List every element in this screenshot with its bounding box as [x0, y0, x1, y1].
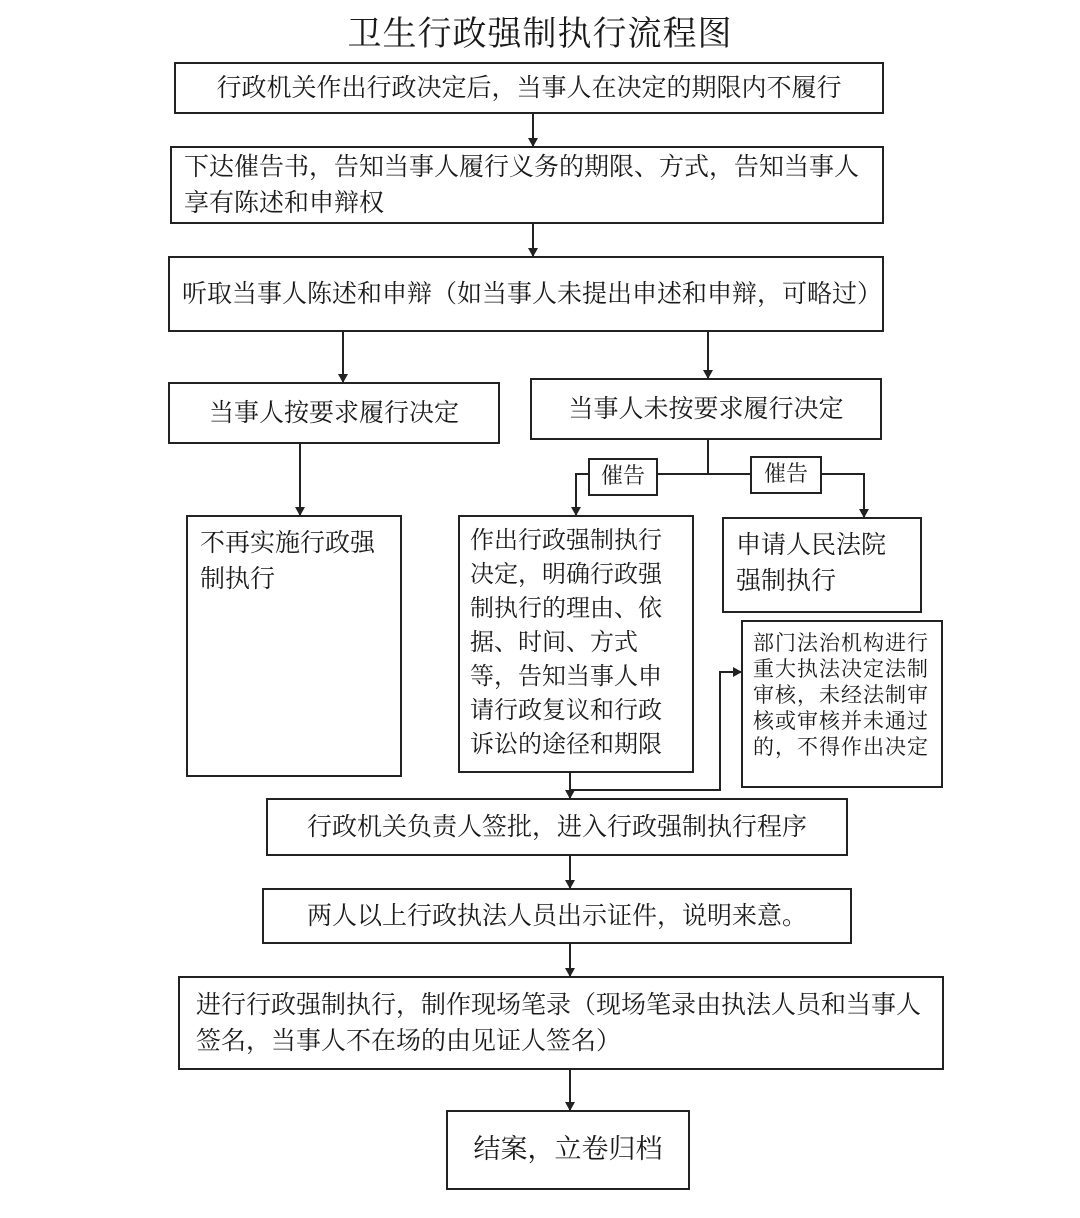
step-1-text: 行政机关作出行政决定后，当事人在决定的期限内不履行	[216, 73, 842, 102]
comply-box	[168, 382, 500, 444]
remind-left-label	[588, 458, 658, 496]
decision-box	[458, 515, 694, 773]
decision-text: 作出行政强制执行决定，明确行政强制执行的理由、依据、时间、方式等，告知当事人申请行政复议和行政诉讼的途径和期限	[470, 526, 662, 758]
court-box	[722, 517, 922, 613]
step-2-box	[170, 146, 884, 224]
not-comply-text: 当事人未按要求履行决定	[568, 394, 844, 423]
remind-right-text: 催告	[763, 462, 808, 487]
legal-review-box	[741, 620, 943, 788]
legal-review-text: 部门法治机构进行重大执法决定法制审核，未经法制审核或审核并未通过的，不得作出决定	[753, 631, 929, 759]
show-id-text: 两人以上行政执法人员出示证件，说明来意。	[306, 901, 807, 930]
close-box	[446, 1110, 690, 1190]
enforce-box	[178, 976, 944, 1070]
approve-text: 行政机关负责人签批，进入行政强制执行程序	[306, 812, 807, 841]
enforce-text: 进行行政强制执行，制作现场笔录（现场笔录由执法人员和当事人签名，当事人不在场的由见证人签名）	[196, 990, 922, 1055]
remind-left-text: 催告	[600, 464, 645, 489]
remind-right-label	[750, 456, 822, 494]
not-comply-box	[530, 378, 882, 440]
no-enforce-box	[186, 515, 402, 777]
step-3-text: 听取当事人陈述和申辩（如当事人未提出申述和申辩，可略过）	[182, 279, 883, 308]
show-id-box	[262, 888, 852, 944]
no-enforce-text: 不再实施行政强制执行	[200, 528, 376, 593]
approve-box	[266, 798, 848, 856]
court-text: 申请人民法院强制执行	[736, 530, 887, 595]
comply-text: 当事人按要求履行决定	[208, 398, 459, 427]
step-2-text: 下达催告书，告知当事人履行义务的期限、方式，告知当事人享有陈述和申辩权	[184, 152, 860, 217]
step-1-box	[174, 62, 884, 114]
page-title: 卫生行政强制执行流程图	[347, 14, 733, 54]
close-text: 结案，立卷归档	[473, 1134, 663, 1165]
step-3-box	[168, 256, 884, 332]
